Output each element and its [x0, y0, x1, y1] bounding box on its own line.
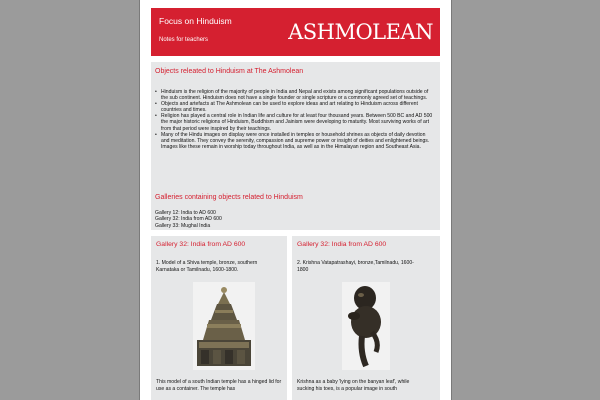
galleries-heading: Galleries containing objects related to Hinduism	[155, 194, 303, 201]
header-banner	[151, 8, 440, 56]
left-card-heading: Gallery 32: India from AD 600	[156, 241, 246, 248]
intro-bullet-list	[155, 89, 433, 150]
ashmolean-logo: ASHMOLEAN	[288, 20, 433, 44]
list-item: • Many of the Hindu images on display were once installed in temples or household shrines as objects of daily devotion and meditation. They convey the serenity, compassion and supreme power or insight of deities and enlightened beings. Images like these remain in worship today throughout India, as well as in the Himalayan region and Southeast Asia.	[155, 132, 433, 150]
list-item: • Hinduism is the religion of the majority of people in India and Nepal and exists among significant populations outside of the sub continent. Hinduism does not have a single founder or single scripture or a commonly agreed set of teachings.	[155, 89, 433, 101]
document-title: Focus on Hinduism	[159, 16, 232, 26]
gallery-item: Gallery 33: Mughal India	[155, 222, 211, 229]
gallery-item: Gallery 12: India to AD 600	[155, 210, 216, 216]
left-card-description: 1. Model of a Shiva temple, bronze, southern Karnataka or Tamilnadu, 1600-1800.	[156, 260, 258, 273]
right-card-caption: Krishna as a baby 'lying on the banyan leaf', while sucking his toes, is a popular image in south	[297, 379, 410, 392]
right-object-card	[292, 236, 440, 400]
intro-panel	[151, 62, 440, 230]
left-object-card	[151, 236, 287, 400]
shiva-temple-image	[193, 282, 255, 370]
list-item: • Religion has played a central role in Indian life and culture for at least four thousand years. Between 500 BC and AD 500 the major historic religions of Hinduism, Buddhism and Jainism were developing to maturity. Most surviving works of art from that period were inspired by their teachings.	[155, 113, 433, 131]
document-page	[139, 0, 452, 400]
galleries-list	[155, 210, 222, 229]
krishna-statue-image	[342, 282, 390, 370]
right-card-description: 2. Krishna Vatapatrashayi, bronze,Tamilnadu, 1600-1800	[297, 260, 414, 273]
left-card-caption: This model of a south Indian temple has a hinged lid for use as a container. The temple has	[156, 379, 282, 392]
right-card-heading: Gallery 32: India from AD 600	[297, 241, 387, 248]
intro-heading: Objects releated to Hinduism at The Ashmolean	[155, 68, 304, 75]
document-subtitle: Notes for teachers	[159, 37, 209, 43]
list-item: • Objects and artefacts at The Ashmolean can be used to explore ideas and art relating to Hinduism across different countries and times.	[155, 101, 433, 113]
gallery-item: Gallery 32: India from AD 600	[155, 216, 222, 223]
